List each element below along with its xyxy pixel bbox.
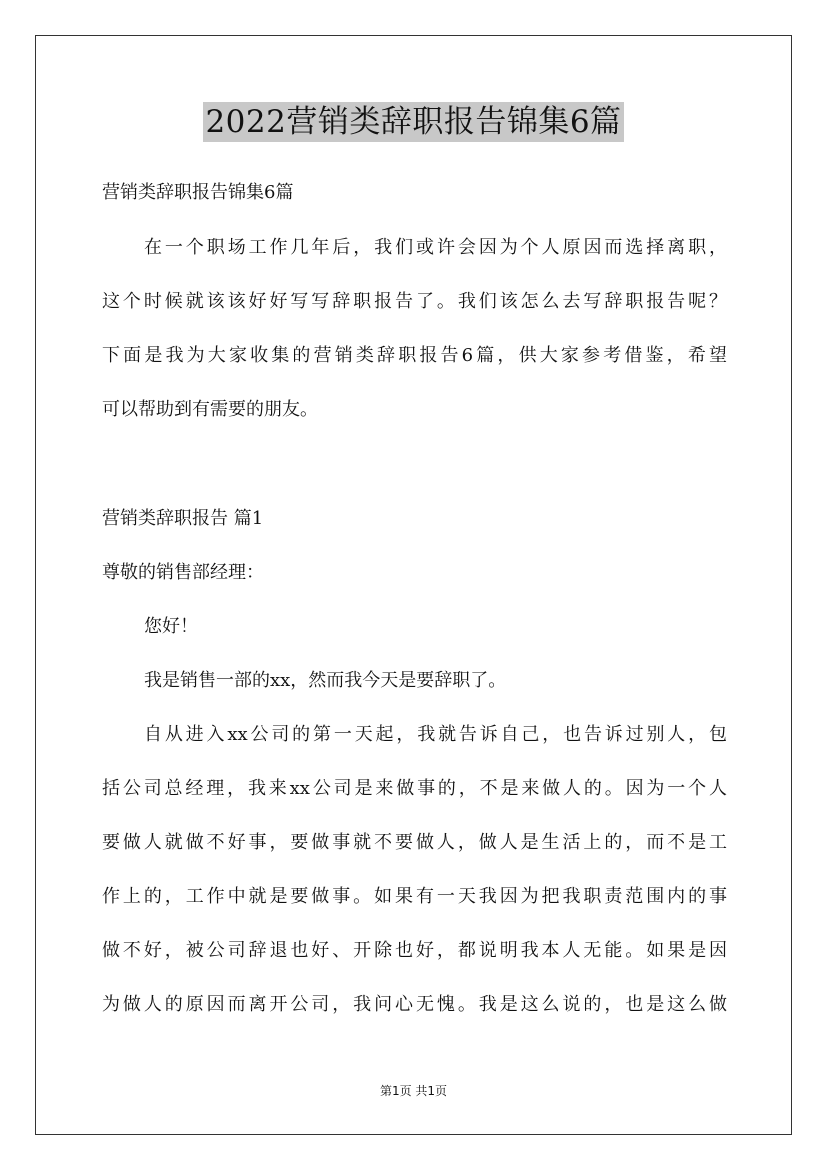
body-line: 自从进入xx公司的第一天起，我就告诉自己，也告诉过别人，包	[144, 724, 727, 745]
intro-line: 可以帮助到有需要的朋友。	[102, 399, 318, 420]
page-number-footer: 第1页 共1页	[379, 1084, 448, 1098]
title-container	[0, 102, 827, 142]
greeting: 您好！	[144, 616, 198, 637]
intro-line: 在一个职场工作几年后，我们或许会因为个人原因而选择离职，	[144, 237, 727, 258]
section-heading: 营销类辞职报告 篇1	[102, 508, 264, 529]
body-line: 要做人就做不好事，要做事就不要做人，做人是生活上的，而不是工	[102, 832, 727, 853]
intro-line: 下面是我为大家收集的营销类辞职报告6篇，供大家参考借鉴，希望	[102, 345, 727, 366]
intro-line: 这个时候就该该好好写写辞职报告了。我们该怎么去写辞职报告呢？	[102, 291, 727, 312]
body-line: 为做人的原因而离开公司，我问心无愧。我是这么说的，也是这么做	[102, 994, 727, 1015]
body-line: 作上的，工作中就是要做事。如果有一天我因为把我职责范围内的事	[102, 886, 727, 907]
statement-paragraph: 我是销售一部的xx，然而我今天是要辞职了。	[144, 670, 507, 691]
body-line: 做不好，被公司辞退也好、开除也好，都说明我本人无能。如果是因	[102, 940, 727, 961]
body-line: 括公司总经理，我来xx公司是来做事的，不是来做人的。因为一个人	[102, 778, 727, 799]
document-title: 2022营销类辞职报告锦集6篇	[205, 104, 622, 140]
salutation: 尊敬的销售部经理：	[102, 562, 264, 583]
document-subtitle: 营销类辞职报告锦集6篇	[102, 182, 294, 203]
